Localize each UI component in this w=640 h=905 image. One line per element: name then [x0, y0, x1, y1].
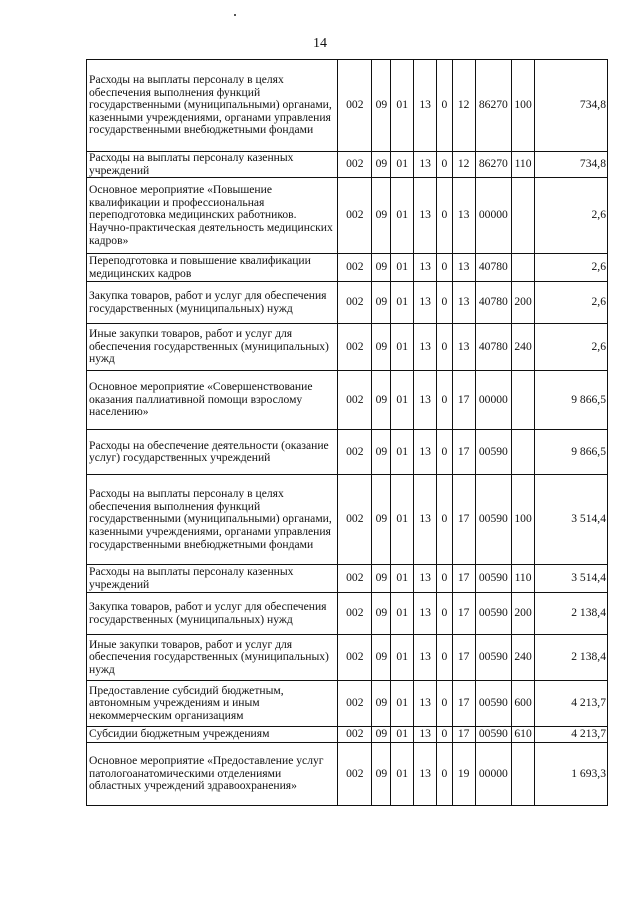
row-description: Закупка товаров, работ и услуг для обеспечения государственных (муниципальных) нужд — [87, 282, 338, 324]
activity-code: 19 — [452, 743, 475, 806]
table-row — [87, 324, 608, 371]
row-description: Закупка товаров, работ и услуг для обеспечения государственных (муниципальных) нужд — [87, 593, 338, 635]
row-description: Расходы на обеспечение деятельности (оказание услуг) государственных учреждений — [87, 430, 338, 475]
subprogram-code: 0 — [437, 324, 453, 371]
section-code: 09 — [372, 565, 391, 593]
table-row — [87, 254, 608, 282]
expense-type-code: 240 — [512, 324, 535, 371]
ministry-code: 002 — [338, 475, 372, 565]
expense-type-code — [512, 178, 535, 254]
subprogram-code: 0 — [437, 475, 453, 565]
expense-type-code — [512, 430, 535, 475]
section-code: 09 — [372, 475, 391, 565]
program-code: 13 — [414, 743, 437, 806]
activity-code: 13 — [452, 324, 475, 371]
ministry-code: 002 — [338, 152, 372, 178]
expense-type-code: 200 — [512, 593, 535, 635]
amount: 2,6 — [535, 282, 608, 324]
program-code: 13 — [414, 282, 437, 324]
amount: 2,6 — [535, 254, 608, 282]
subsection-code: 01 — [391, 282, 414, 324]
table-row — [87, 743, 608, 806]
program-code: 13 — [414, 152, 437, 178]
amount: 4 213,7 — [535, 727, 608, 743]
amount: 3 514,4 — [535, 565, 608, 593]
amount: 1 693,3 — [535, 743, 608, 806]
activity-code: 17 — [452, 681, 475, 727]
subprogram-code: 0 — [437, 60, 453, 152]
row-description: Расходы на выплаты персоналу казенных учреждений — [87, 565, 338, 593]
expense-type-code — [512, 254, 535, 282]
ministry-code: 002 — [338, 178, 372, 254]
ministry-code: 002 — [338, 593, 372, 635]
subsection-code: 01 — [391, 324, 414, 371]
row-description: Переподготовка и повышение квалификации медицинских кадров — [87, 254, 338, 282]
amount: 3 514,4 — [535, 475, 608, 565]
amount: 734,8 — [535, 60, 608, 152]
subprogram-code: 0 — [437, 681, 453, 727]
section-code: 09 — [372, 727, 391, 743]
amount: 2 138,4 — [535, 593, 608, 635]
subsection-code: 01 — [391, 371, 414, 430]
activity-code: 17 — [452, 475, 475, 565]
direction-code: 00590 — [475, 635, 511, 681]
subsection-code: 01 — [391, 475, 414, 565]
section-code: 09 — [372, 743, 391, 806]
expense-type-code: 100 — [512, 60, 535, 152]
subsection-code: 01 — [391, 743, 414, 806]
direction-code: 00590 — [475, 430, 511, 475]
program-code: 13 — [414, 681, 437, 727]
subprogram-code: 0 — [437, 371, 453, 430]
amount: 9 866,5 — [535, 430, 608, 475]
amount: 2 138,4 — [535, 635, 608, 681]
program-code: 13 — [414, 635, 437, 681]
activity-code: 13 — [452, 282, 475, 324]
section-code: 09 — [372, 371, 391, 430]
program-code: 13 — [414, 371, 437, 430]
ministry-code: 002 — [338, 635, 372, 681]
expense-type-code: 600 — [512, 681, 535, 727]
program-code: 13 — [414, 60, 437, 152]
subprogram-code: 0 — [437, 254, 453, 282]
amount: 2,6 — [535, 178, 608, 254]
direction-code: 40780 — [475, 254, 511, 282]
expense-type-code — [512, 371, 535, 430]
program-code: 13 — [414, 430, 437, 475]
subprogram-code: 0 — [437, 178, 453, 254]
subprogram-code: 0 — [437, 727, 453, 743]
section-code: 09 — [372, 593, 391, 635]
direction-code: 00000 — [475, 371, 511, 430]
table-row — [87, 282, 608, 324]
table-row — [87, 152, 608, 178]
subsection-code: 01 — [391, 681, 414, 727]
table-row — [87, 593, 608, 635]
direction-code: 00590 — [475, 681, 511, 727]
subsection-code: 01 — [391, 152, 414, 178]
table-row — [87, 565, 608, 593]
direction-code: 00590 — [475, 593, 511, 635]
scan-speck — [234, 14, 236, 16]
ministry-code: 002 — [338, 60, 372, 152]
ministry-code: 002 — [338, 727, 372, 743]
amount: 734,8 — [535, 152, 608, 178]
activity-code: 12 — [452, 152, 475, 178]
activity-code: 17 — [452, 727, 475, 743]
activity-code: 13 — [452, 178, 475, 254]
table-row — [87, 727, 608, 743]
expense-type-code: 110 — [512, 152, 535, 178]
amount: 4 213,7 — [535, 681, 608, 727]
amount: 2,6 — [535, 324, 608, 371]
row-description: Иные закупки товаров, работ и услуг для обеспечения государственных (муниципальных) нужд — [87, 635, 338, 681]
expense-type-code: 240 — [512, 635, 535, 681]
activity-code: 17 — [452, 430, 475, 475]
activity-code: 17 — [452, 635, 475, 681]
section-code: 09 — [372, 635, 391, 681]
direction-code: 00000 — [475, 743, 511, 806]
row-description: Субсидии бюджетным учреждениям — [87, 727, 338, 743]
subsection-code: 01 — [391, 565, 414, 593]
row-description: Иные закупки товаров, работ и услуг для обеспечения государственных (муниципальных) нужд — [87, 324, 338, 371]
expense-type-code: 200 — [512, 282, 535, 324]
expense-type-code: 100 — [512, 475, 535, 565]
section-code: 09 — [372, 430, 391, 475]
row-description: Расходы на выплаты персоналу казенных учреждений — [87, 152, 338, 178]
ministry-code: 002 — [338, 282, 372, 324]
expense-type-code: 110 — [512, 565, 535, 593]
row-description: Предоставление субсидий бюджетным, автономным учреждениям и иным некоммерческим организациям — [87, 681, 338, 727]
activity-code: 17 — [452, 593, 475, 635]
direction-code: 00590 — [475, 475, 511, 565]
row-description: Расходы на выплаты персоналу в целях обеспечения выполнения функций государственными (муниципальными) органами, казенными учреждениями, органами управления государственными внебюджетными фондами — [87, 475, 338, 565]
subsection-code: 01 — [391, 178, 414, 254]
page-number: 14 — [313, 36, 327, 51]
program-code: 13 — [414, 727, 437, 743]
direction-code: 86270 — [475, 152, 511, 178]
table-row — [87, 178, 608, 254]
section-code: 09 — [372, 152, 391, 178]
section-code: 09 — [372, 178, 391, 254]
row-description: Расходы на выплаты персоналу в целях обеспечения выполнения функций государственными (муниципальными) органами, казенными учреждениями, органами управления государственными внебюджетными фондами — [87, 60, 338, 152]
ministry-code: 002 — [338, 743, 372, 806]
subprogram-code: 0 — [437, 743, 453, 806]
ministry-code: 002 — [338, 681, 372, 727]
expense-type-code — [512, 743, 535, 806]
subprogram-code: 0 — [437, 565, 453, 593]
program-code: 13 — [414, 324, 437, 371]
activity-code: 12 — [452, 60, 475, 152]
subprogram-code: 0 — [437, 152, 453, 178]
subsection-code: 01 — [391, 635, 414, 681]
ministry-code: 002 — [338, 371, 372, 430]
ministry-code: 002 — [338, 565, 372, 593]
subprogram-code: 0 — [437, 635, 453, 681]
direction-code: 86270 — [475, 60, 511, 152]
row-description: Основное мероприятие «Совершенствование оказания паллиативной помощи взрослому населению» — [87, 371, 338, 430]
table-row — [87, 681, 608, 727]
table-row — [87, 430, 608, 475]
budget-table — [86, 59, 608, 806]
table-row — [87, 635, 608, 681]
ministry-code: 002 — [338, 324, 372, 371]
amount: 9 866,5 — [535, 371, 608, 430]
program-code: 13 — [414, 565, 437, 593]
direction-code: 40780 — [475, 282, 511, 324]
section-code: 09 — [372, 282, 391, 324]
table-row — [87, 371, 608, 430]
section-code: 09 — [372, 681, 391, 727]
subsection-code: 01 — [391, 593, 414, 635]
program-code: 13 — [414, 178, 437, 254]
direction-code: 00590 — [475, 727, 511, 743]
program-code: 13 — [414, 254, 437, 282]
program-code: 13 — [414, 593, 437, 635]
program-code: 13 — [414, 475, 437, 565]
subsection-code: 01 — [391, 727, 414, 743]
subsection-code: 01 — [391, 430, 414, 475]
subprogram-code: 0 — [437, 593, 453, 635]
activity-code: 13 — [452, 254, 475, 282]
expense-type-code: 610 — [512, 727, 535, 743]
table-row — [87, 60, 608, 152]
ministry-code: 002 — [338, 430, 372, 475]
activity-code: 17 — [452, 371, 475, 430]
row-description: Основное мероприятие «Повышение квалификации и профессиональная переподготовка медицинских работников. Научно-практическая деятельность медицинских кадров» — [87, 178, 338, 254]
subsection-code: 01 — [391, 60, 414, 152]
row-description: Основное мероприятие «Предоставление услуг патологоанатомическими отделениями областных учреждений здравоохранения» — [87, 743, 338, 806]
section-code: 09 — [372, 324, 391, 371]
subprogram-code: 0 — [437, 430, 453, 475]
section-code: 09 — [372, 60, 391, 152]
subsection-code: 01 — [391, 254, 414, 282]
activity-code: 17 — [452, 565, 475, 593]
direction-code: 40780 — [475, 324, 511, 371]
direction-code: 00590 — [475, 565, 511, 593]
subprogram-code: 0 — [437, 282, 453, 324]
ministry-code: 002 — [338, 254, 372, 282]
section-code: 09 — [372, 254, 391, 282]
direction-code: 00000 — [475, 178, 511, 254]
table-row — [87, 475, 608, 565]
